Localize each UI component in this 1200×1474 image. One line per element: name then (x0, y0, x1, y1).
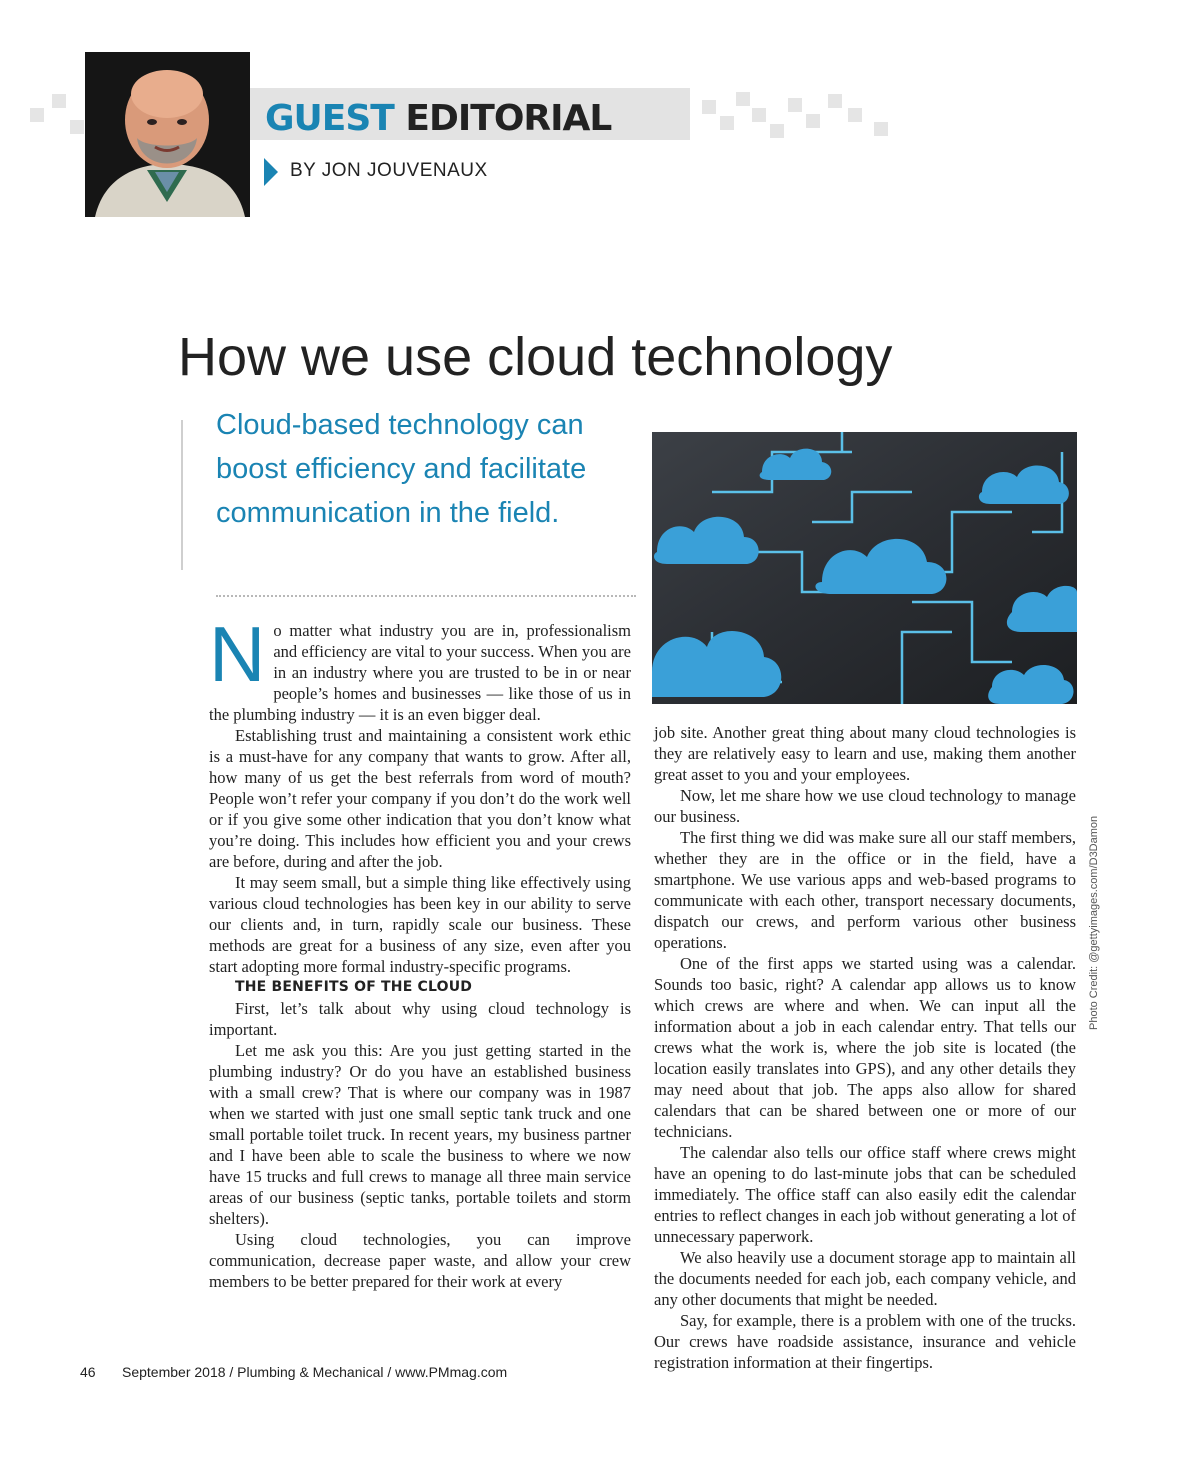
deck-rule (181, 420, 183, 570)
author-photo (85, 52, 250, 217)
deck: Cloud-based technology can boost efficiency and facilitate communication in the field. (216, 409, 587, 529)
paragraph: The first thing we did was make sure all our staff members, whether they are in the office or in the field, have a smartphone. We use various apps and web-based programs to communicate with each other, transport necessary documents, dispatch our crews, and perform various other business operations. (654, 828, 1076, 952)
photo-credit: Photo Credit: @gettyimages.com/D3Damon (1088, 815, 1100, 1030)
paragraph: Let me ask you this: Are you just getting started in the plumbing industry? Or do you have an established business with a small crew? That is where our company was in 1987 when we started with just one small septic tank truck and one small portable toilet truck. In recent years, my business partner and I have been able to scale the business to where we now have 15 trucks and full crews to manage all three main service areas of our business (septic tanks, portable toilets and storm shelters). (209, 1041, 631, 1228)
section-kicker (265, 95, 611, 143)
paragraph: job site. Another great thing about many cloud technologies is they are relatively easy to learn and use, making them another great asset to you and your employees. (654, 723, 1076, 784)
kicker-accent: GUEST (265, 98, 394, 139)
article-column-1 (209, 610, 631, 1292)
drop-cap: N (209, 610, 266, 698)
headline: How we use cloud technology (178, 327, 893, 387)
feature-photo (652, 432, 1077, 704)
kicker-rest: EDITORIAL (405, 98, 612, 139)
article-column-2 (654, 722, 1076, 1373)
paragraph: The calendar also tells our office staff where crews might have an opening to do last-minute jobs that can be scheduled immediately. The office staff can also easily edit the calendar entries to reflect changes in each job without generating a lot of unnecessary paperwork. (654, 1143, 1076, 1246)
paragraph: Using cloud technologies, you can improve communication, decrease paper waste, and allow your crew members to be better prepared for their work at every (209, 1230, 631, 1291)
dotted-divider (216, 595, 636, 597)
paragraph: Now, let me share how we use cloud technology to manage our business. (654, 786, 1076, 826)
footer-line: September 2018 / Plumbing & Mechanical / www.PMmag.com (122, 1364, 508, 1380)
paragraph: o matter what industry you are in, professionalism and efficiency are vital to your success. When you are in an industry where you are trusted to be in or near people’s homes and businesses — like those of us in the plumbing industry — it is an even bigger deal. (209, 621, 631, 724)
paragraph: First, let’s talk about why using cloud technology is important. (209, 999, 631, 1039)
page-number: 46 (80, 1364, 96, 1380)
byline: BY JON JOUVENAUX (290, 160, 488, 181)
author-portrait-icon (85, 52, 250, 217)
paragraph: We also heavily use a document storage app to maintain all the documents needed for each job, each company vehicle, and any other documents that might be needed. (654, 1248, 1076, 1309)
cloud-network-illustration-icon (652, 432, 1077, 704)
paragraph: Establishing trust and maintaining a consistent work ethic is a must-have for any company that wants to grow. After all, how many of us get the best referrals from word of mouth? People won’t refer your company if you don’t do the work well or if you give some other indication that you don’t know what you’re doing. This includes how efficient you and your crews are before, during and after the job. (209, 726, 631, 871)
paragraph: Say, for example, there is a problem with one of the trucks. Our crews have roadside assistance, insurance and vehicle registration information at their fingertips. (654, 1311, 1076, 1372)
paragraph: One of the first apps we started using was a calendar. Sounds too basic, right? A calendar app allows us to know which crews are where and when. We can input all the information about a job in each calendar entry. That tells our crews what the work is, where the job site is located (the location easily translates into GPS), and any other details they may need about that job. The apps also allow for shared calendars that can be shared between one or more of our technicians. (654, 954, 1076, 1141)
subhead: THE BENEFITS OF THE CLOUD (235, 979, 473, 995)
byline-arrow-icon (264, 158, 278, 186)
paragraph: It may seem small, but a simple thing like effectively using various cloud technologies has been key in our ability to serve our clients and, in turn, rapidly scale our business. These methods are great for a business of any size, even after you start adopting more formal industry-specific programs. (209, 873, 631, 976)
